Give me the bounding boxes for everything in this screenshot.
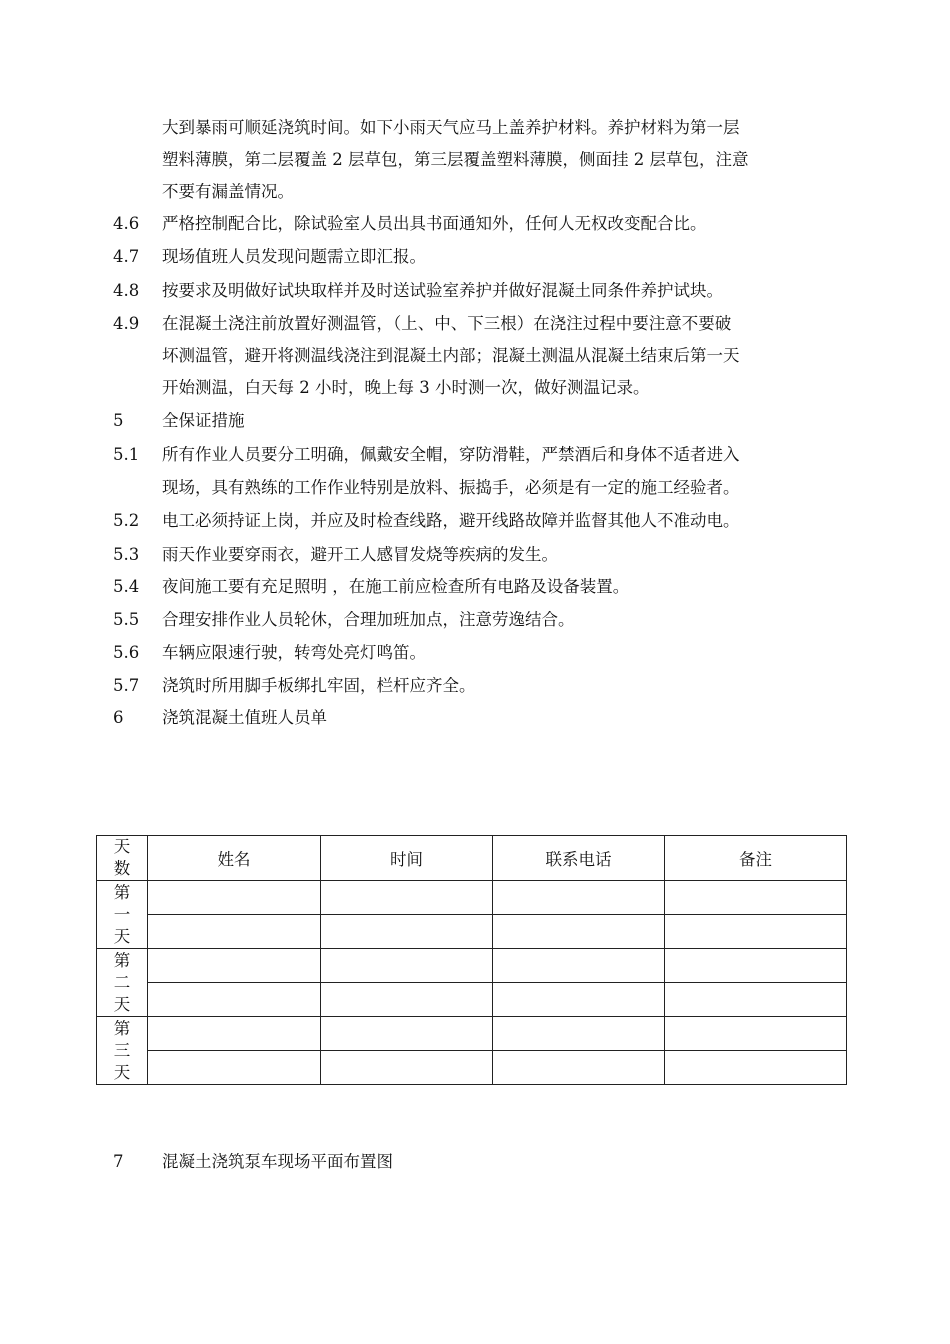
text-line: 严格控制配合比，除试验室人员出具书面通知外，任何人无权改变配合比。 [162, 214, 707, 233]
header-name: 姓名 [148, 836, 321, 881]
text-line: 在混凝土浇注前放置好测温管，（上、中、下三根）在浇注过程中要注意不要破 [162, 314, 732, 333]
table-cell[interactable] [148, 949, 321, 983]
table-cell[interactable] [493, 915, 665, 949]
text-line: 大到暴雨可顺延浇筑时间。如下小雨天气应马上盖养护材料。养护材料为第一层 [162, 118, 740, 137]
table-cell[interactable] [493, 949, 665, 983]
table-cell[interactable] [321, 983, 493, 1017]
section-heading: 浇筑混凝土值班人员单 [162, 708, 327, 727]
table-cell[interactable] [148, 1017, 321, 1051]
item-number: 5.3 [113, 545, 140, 564]
section-heading: 混凝土浇筑泵车现场平面布置图 [162, 1152, 393, 1171]
header-time: 时间 [321, 836, 493, 881]
table-cell[interactable] [321, 915, 493, 949]
table-cell[interactable] [321, 1017, 493, 1051]
text-line: 开始测温，白天每 2 小时，晚上每 3 小时测一次，做好测温记录。 [162, 378, 650, 397]
table-cell[interactable] [321, 949, 493, 983]
table-cell[interactable] [321, 881, 493, 915]
text-line: 浇筑时所用脚手板绑扎牢固，栏杆应齐全。 [162, 676, 476, 695]
table-cell[interactable] [321, 1051, 493, 1085]
table-row [97, 881, 847, 915]
text-line: 所有作业人员要分工明确，佩戴安全帽，穿防滑鞋，严禁酒后和身体不适者进入 [162, 445, 740, 464]
text-line: 夜间施工要有充足照明 ，在施工前应检查所有电路及设备装置。 [162, 577, 630, 596]
table-cell[interactable] [665, 1051, 847, 1085]
table-cell[interactable] [493, 983, 665, 1017]
header-days: 天数 [97, 836, 148, 881]
section-number: 6 [113, 708, 124, 727]
item-number: 4.8 [113, 281, 140, 300]
table-cell[interactable] [148, 983, 321, 1017]
table-cell[interactable] [148, 1051, 321, 1085]
table-row [97, 915, 847, 949]
table-row [97, 983, 847, 1017]
header-phone: 联系电话 [493, 836, 665, 881]
item-number: 5.6 [113, 643, 140, 662]
table-row [97, 1017, 847, 1051]
day-label: 第一天 [97, 881, 148, 949]
table-row [97, 1051, 847, 1085]
item-number: 5.5 [113, 610, 140, 629]
table-cell[interactable] [665, 949, 847, 983]
duty-roster-table [96, 835, 847, 1085]
text-line: 电工必须持证上岗，并应及时检查线路，避开线路故障并监督其他人不准动电。 [162, 511, 740, 530]
table-cell[interactable] [493, 1017, 665, 1051]
table-cell[interactable] [665, 1017, 847, 1051]
text-line: 不要有漏盖情况。 [162, 182, 294, 201]
text-line: 合理安排作业人员轮休，合理加班加点，注意劳逸结合。 [162, 610, 575, 629]
text-line: 按要求及明做好试块取样并及时送试验室养护并做好混凝土同条件养护试块。 [162, 281, 723, 300]
item-number: 4.9 [113, 314, 140, 333]
table-cell[interactable] [493, 881, 665, 915]
table-cell[interactable] [665, 881, 847, 915]
text-line: 现场，具有熟练的工作作业特别是放料、振捣手，必须是有一定的施工经验者。 [162, 478, 740, 497]
day-label: 第二天 [97, 949, 148, 1017]
table-cell[interactable] [665, 915, 847, 949]
text-line: 坏测温管，避开将测温线浇注到混凝土内部；混凝土测温从混凝土结束后第一天 [162, 346, 740, 365]
item-number: 5.7 [113, 676, 140, 695]
text-line: 现场值班人员发现问题需立即汇报。 [162, 247, 426, 266]
table-cell[interactable] [493, 1051, 665, 1085]
item-number: 5.4 [113, 577, 140, 596]
table-cell[interactable] [148, 915, 321, 949]
item-number: 4.6 [113, 214, 140, 233]
table-cell[interactable] [665, 983, 847, 1017]
header-remarks: 备注 [665, 836, 847, 881]
section-number: 7 [113, 1152, 124, 1171]
section-number: 5 [113, 411, 124, 430]
text-line: 雨天作业要穿雨衣，避开工人感冒发烧等疾病的发生。 [162, 545, 558, 564]
item-number: 5.1 [113, 445, 140, 464]
item-number: 4.7 [113, 247, 140, 266]
table-row [97, 949, 847, 983]
table-header-row [97, 836, 847, 881]
text-line: 塑料薄膜，第二层覆盖 2 层草包，第三层覆盖塑料薄膜，侧面挂 2 层草包，注意 [162, 150, 749, 169]
item-number: 5.2 [113, 511, 140, 530]
text-line: 车辆应限速行驶，转弯处亮灯鸣笛。 [162, 643, 426, 662]
section-heading: 全保证措施 [162, 411, 245, 430]
day-label: 第三天 [97, 1017, 148, 1085]
table-cell[interactable] [148, 881, 321, 915]
